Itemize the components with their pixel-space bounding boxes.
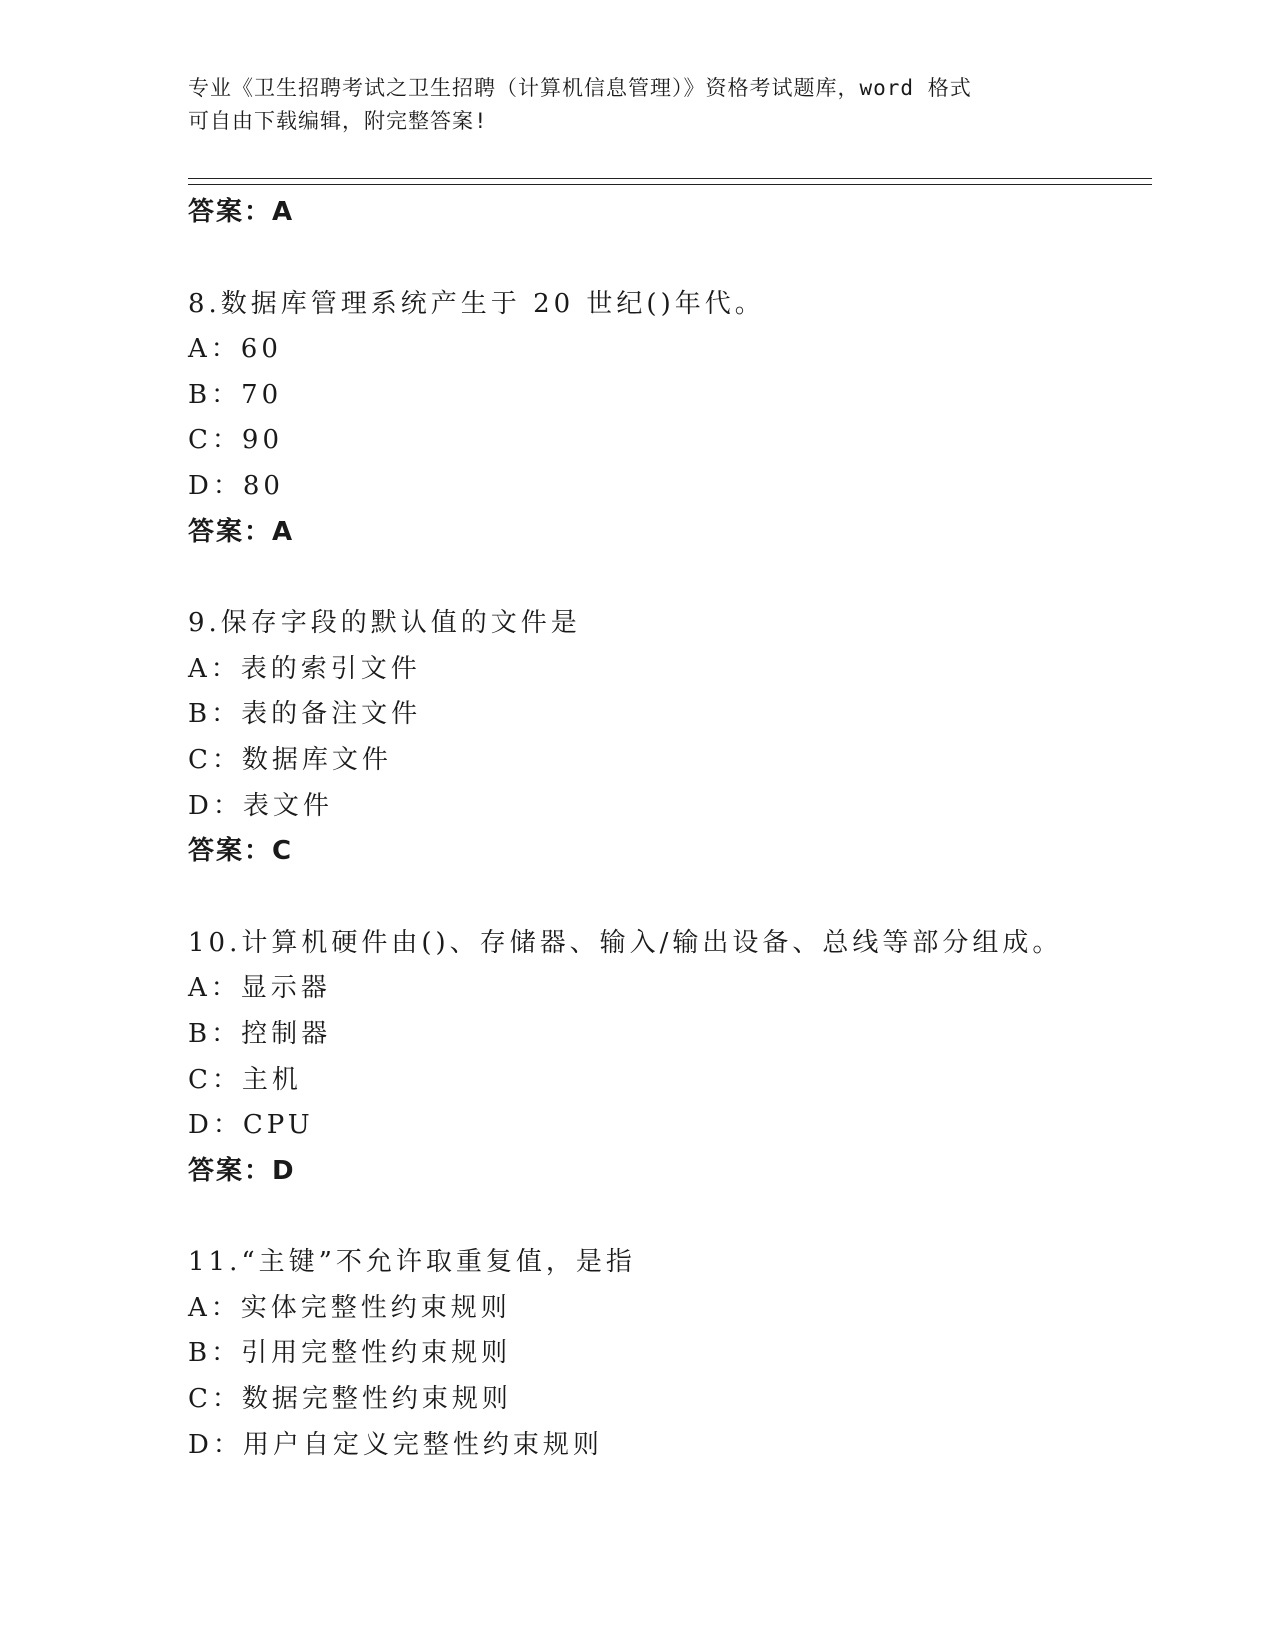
spacer	[188, 1194, 1148, 1240]
option-c	[188, 738, 1148, 784]
option-text: CPU	[242, 1110, 314, 1141]
option-text: 60	[240, 334, 282, 365]
option-c	[188, 1058, 1148, 1104]
question-10	[188, 921, 1148, 1195]
option-text: 控制器	[241, 1018, 332, 1049]
spacer	[188, 555, 1148, 601]
option-text: 实体完整性约束规则	[240, 1292, 511, 1323]
previous-answer: 答案：A	[188, 197, 295, 227]
option-c	[188, 1377, 1148, 1423]
option-b	[188, 373, 1148, 419]
option-label: A：	[188, 1292, 241, 1323]
question-8	[188, 282, 1148, 556]
document-header	[188, 72, 1088, 138]
option-label: A：	[188, 653, 241, 684]
question-stem: 8.数据库管理系统产生于 20 世纪()年代。	[188, 288, 765, 319]
option-label: C：	[188, 425, 242, 456]
option-a	[188, 966, 1148, 1012]
option-text: 用户自定义完整性约束规则	[242, 1429, 603, 1460]
answer: 答案：A	[188, 516, 295, 547]
option-text: 数据库文件	[241, 744, 392, 775]
answer: 答案：C	[188, 836, 294, 867]
option-label: C：	[188, 744, 242, 775]
answer: 答案：D	[188, 1155, 296, 1186]
option-label: B：	[188, 1018, 242, 1049]
question-stem: 9.保存字段的默认值的文件是	[188, 608, 581, 639]
option-b	[188, 1012, 1148, 1058]
option-label: D：	[188, 1110, 243, 1141]
header-line-1: 专业《卫生招聘考试之卫生招聘（计算机信息管理）》资格考试题库，word 格式	[188, 76, 972, 100]
spacer	[188, 875, 1148, 921]
option-text: 80	[242, 470, 284, 501]
question-list	[188, 190, 1148, 1468]
option-label: B：	[188, 699, 242, 730]
option-b	[188, 1331, 1148, 1377]
option-label: D：	[188, 470, 243, 501]
option-label: B：	[188, 1338, 242, 1369]
option-d	[188, 464, 1148, 510]
option-text: 表的索引文件	[240, 653, 421, 684]
option-a	[188, 647, 1148, 693]
option-label: A：	[188, 334, 241, 365]
option-text: 70	[241, 379, 283, 410]
option-label: C：	[188, 1384, 242, 1415]
option-label: D：	[188, 1429, 243, 1460]
option-text: 引用完整性约束规则	[241, 1338, 512, 1369]
option-label: D：	[188, 790, 243, 821]
option-label: B：	[188, 379, 242, 410]
question-11	[188, 1240, 1148, 1468]
option-c	[188, 418, 1148, 464]
option-text: 表文件	[242, 790, 333, 821]
option-label: C：	[188, 1064, 242, 1095]
option-label: A：	[188, 973, 241, 1004]
option-text: 主机	[241, 1064, 302, 1095]
question-stem: 11.“主键”不允许取重复值，是指	[188, 1247, 636, 1278]
spacer	[188, 236, 1148, 282]
option-b	[188, 692, 1148, 738]
option-d	[188, 784, 1148, 830]
option-d	[188, 1103, 1148, 1149]
option-text: 90	[241, 425, 283, 456]
option-text: 表的备注文件	[241, 699, 422, 730]
option-a	[188, 327, 1148, 373]
option-d	[188, 1423, 1148, 1469]
header-divider	[188, 178, 1152, 185]
option-a	[188, 1286, 1148, 1332]
question-9	[188, 601, 1148, 875]
question-stem: 10.计算机硬件由()、存储器、输入/输出设备、总线等部分组成。	[188, 927, 1063, 958]
header-line-2: 可自由下载编辑，附完整答案!	[188, 109, 488, 133]
option-text: 数据完整性约束规则	[241, 1384, 512, 1415]
option-text: 显示器	[240, 973, 331, 1004]
